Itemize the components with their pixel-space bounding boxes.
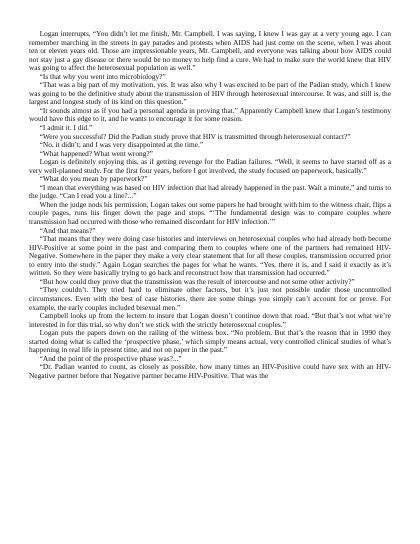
paragraph: “I admit it. I did.”	[39, 123, 93, 133]
paragraph: Logan interrupts, “You didn’t let me finish, Mr. Campbell. I was saying, I knew I was gay at a very young age. I can remember marching in the streets in gay parades and protests when AIDS had just come on the scene, when I was about ten or eleven years old. Those are impressionable years, Mr. Campbell, and everyone was talking about how AIDS could not stay just a gay disease or there would be no money to help find a cure. We had to make sure the world knew that HIV was going to affect the heterosexual population as well.”	[29, 29, 391, 73]
book-page	[29, 30, 391, 380]
paragraph: “And that means?”	[39, 225, 96, 235]
paragraph: “What happened? What went wrong?”	[39, 148, 153, 158]
paragraph: Campbell looks up from the lectern to insure that Logan doesn’t continue down that road. “But that’s not what we’re interested in for this trial, so why don’t we stick with the strictly heterosexual couples.”	[29, 311, 391, 329]
paragraph: When the judge nods his permission, Logan takes out some papers he had brought with him to the witness chair, flips a couple pages, runs his finger down the page and stops. “‘The fundamental design was to compare couples where transmission had occurred with those who remained discordant for HIV infection.’”	[29, 199, 391, 227]
paragraph: “And the point of the prospective phase was?...”	[39, 353, 182, 363]
paragraph: “That means that they were doing case histories and interviews on heterosexual couples who had already both become HIV-Positive at some point in the past and comparing them to couples where one of the partners had remained HIV-Negative. Somewhere in the paper they make a very clear statement that for all these couples, transmission occurred prior to entry into the study.” Again Logan searches the pages for what he wants. “Yes, there it is, and I said it exactly as it’s written. So they were basically trying to go back and reconstruct how that transmission had occurred.”	[29, 234, 391, 278]
paragraph: “It sounds almost as if you had a personal agenda in proving that.” Apparently Campbell knew that Logan’s testimony would have this edge to it, and he wants to encourage it for some reason.	[29, 105, 391, 124]
paragraph: Logan is definitely enjoying this, as if getting revenge for the Padian failures. “Well, it seems to have started off as a very well-planned study. For the first four years, before I got involved, the study focused on paperwork, basically.”	[29, 157, 391, 175]
paragraph: “But how could they prove that the transmission was the result of intercourse and not some other activity?”	[39, 276, 355, 286]
paragraph: “No, it didn’t; and I was very disappointed at the time.”	[39, 140, 204, 150]
paragraph: “That was a big part of my motivation, yes. It was also why I was excited to be part of the Padian study, which I knew was going to be the definitive study about the transmission of HIV through heterosexual intercourse. It was, and still is, the largest and longest study of its kind on this question.”	[29, 80, 391, 107]
paragraph: “I mean that everything was based on HIV infection that had already happened in the past. Wait a minute,” and turns to the judge. “Can I read you a line?...”	[29, 182, 391, 201]
paragraph: “Were you successful? Did the Padian study prove that HIV is transmitted through heterosexual contact?”	[39, 131, 351, 141]
paragraph: “Is that why you went into microbiology?”	[39, 71, 166, 81]
paragraph: “They couldn’t. They tried hard to eliminate other factors, but it’s just not possible under those uncontrolled circumstances. Even with the best of case histories, there are some things you simply can’t account for or prove. For example, the early couples included bisexual men.”	[29, 285, 391, 312]
paragraph: “What do you mean by paperwork?”	[39, 174, 148, 184]
paragraph: Logan puts the papers down on the railing of the witness box. “No problem. But that’s the reason that in 1990 they started doing what is called the ‘prospective phase,’ which simply means actual, very controlled clinical studies of what’s happening in real life in present time, and not on paper in the past.”	[29, 328, 391, 355]
paragraph: “Dr. Padian wanted to count, as closely as possible, how many times an HIV-Positive could have sex with an HIV-Negative partner before that Negative partner became HIV-Positive. That was the	[29, 362, 391, 380]
